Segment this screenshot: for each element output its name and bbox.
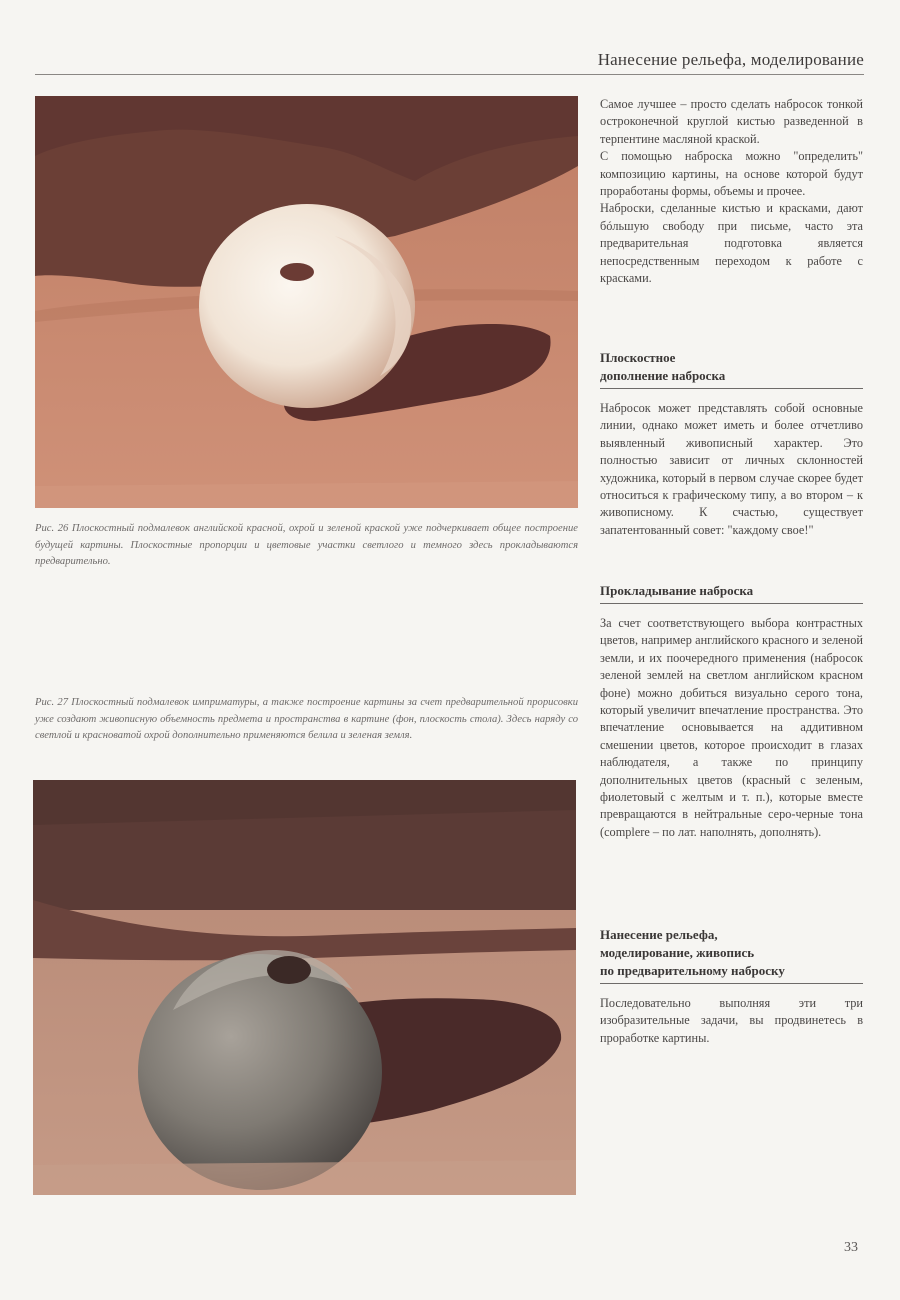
heading-line: Плоскостное — [600, 350, 676, 365]
section-text-laying-sketch — [600, 615, 863, 841]
section-heading-flat-addition — [600, 349, 863, 389]
figure-27-caption: Рис. 27 Плоскостный подмалевок имприматуры, а также построение картины за счет предварительной прорисовки уже создают живописную объемность предмета и пространства в картине (фон, плоскость стола). Здесь наряду со светлой и красноватой охрой дополнительно применяются белила и зеленая земля. — [35, 697, 578, 741]
heading-line: Нанесение рельефа, — [600, 927, 718, 942]
intro-text — [600, 96, 863, 287]
section-heading-relief-modeling — [600, 926, 863, 984]
heading-line: моделирование, живопись — [600, 945, 755, 960]
section-text-relief-modeling — [600, 995, 863, 1047]
running-header — [35, 44, 864, 75]
figure-26-painting — [35, 96, 578, 508]
intro-paragraph: С помощью наброска можно "определить" композицию картины, на основе которой будут проработаны формы, объемы и прочее. — [600, 149, 863, 199]
intro-paragraph: Наброски, сделанные кистью и красками, дают бóльшую свободу при письме, часто эта предварительная подготовка является непосредственным переходом к работе с красками. — [600, 201, 863, 286]
section-paragraph: Набросок может представлять собой основные линии, однако может иметь и более отчетливо выявленный живописный характер. Это полностью зависит от личных склонностей художника, который в первом случае скорее будет относиться к графическому типу, а во втором – к живописному. К счастью, существует запатентованный совет: "каждому свое!" — [600, 401, 863, 537]
figure-27-painting — [33, 780, 576, 1195]
header-title: Нанесение рельефа, моделирование — [597, 50, 864, 69]
heading-line: Прокладывание наброска — [600, 583, 754, 598]
section-paragraph: За счет соответствующего выбора контрастных цветов, например английского красного и зеленой земли, и их поочередного применения (набросок зеленой землей на светлом английском красном фоне) можно добиться визуально серого тона, который увеличит впечатление пространства. Это впечатление основывается на аддитивном смешении цветов, которое происходит в глазах наблюдателя, а также по принципу дополнительных цветов (красный с зеленым, фиолетовый с желтым и т. п.), которые вместе превращаются в нейтральные серо-черные тона (complere – по лат. наполнять, дополнять). — [600, 616, 863, 839]
section-heading-laying-sketch — [600, 582, 863, 604]
heading-line: по предварительному наброску — [600, 963, 785, 978]
figure-26-caption: Рис. 26 Плоскостный подмалевок английской красной, охрой и зеленой краской уже подчеркивает общее построение будущей картины. Плоскостные пропорции и цветовые участки светлого и темного здесь прокладываются предварительно. — [35, 523, 578, 567]
section-paragraph: Последовательно выполняя эти три изобразительные задачи, вы продвинетесь в проработке картины. — [600, 996, 863, 1045]
page-number: 33 — [844, 1240, 858, 1255]
heading-line: дополнение наброска — [600, 368, 726, 383]
intro-paragraph: Самое лучшее – просто сделать набросок тонкой остроконечной круглой кистью разведенной в терпентине масляной краской. — [600, 97, 863, 146]
section-text-flat-addition — [600, 400, 863, 539]
